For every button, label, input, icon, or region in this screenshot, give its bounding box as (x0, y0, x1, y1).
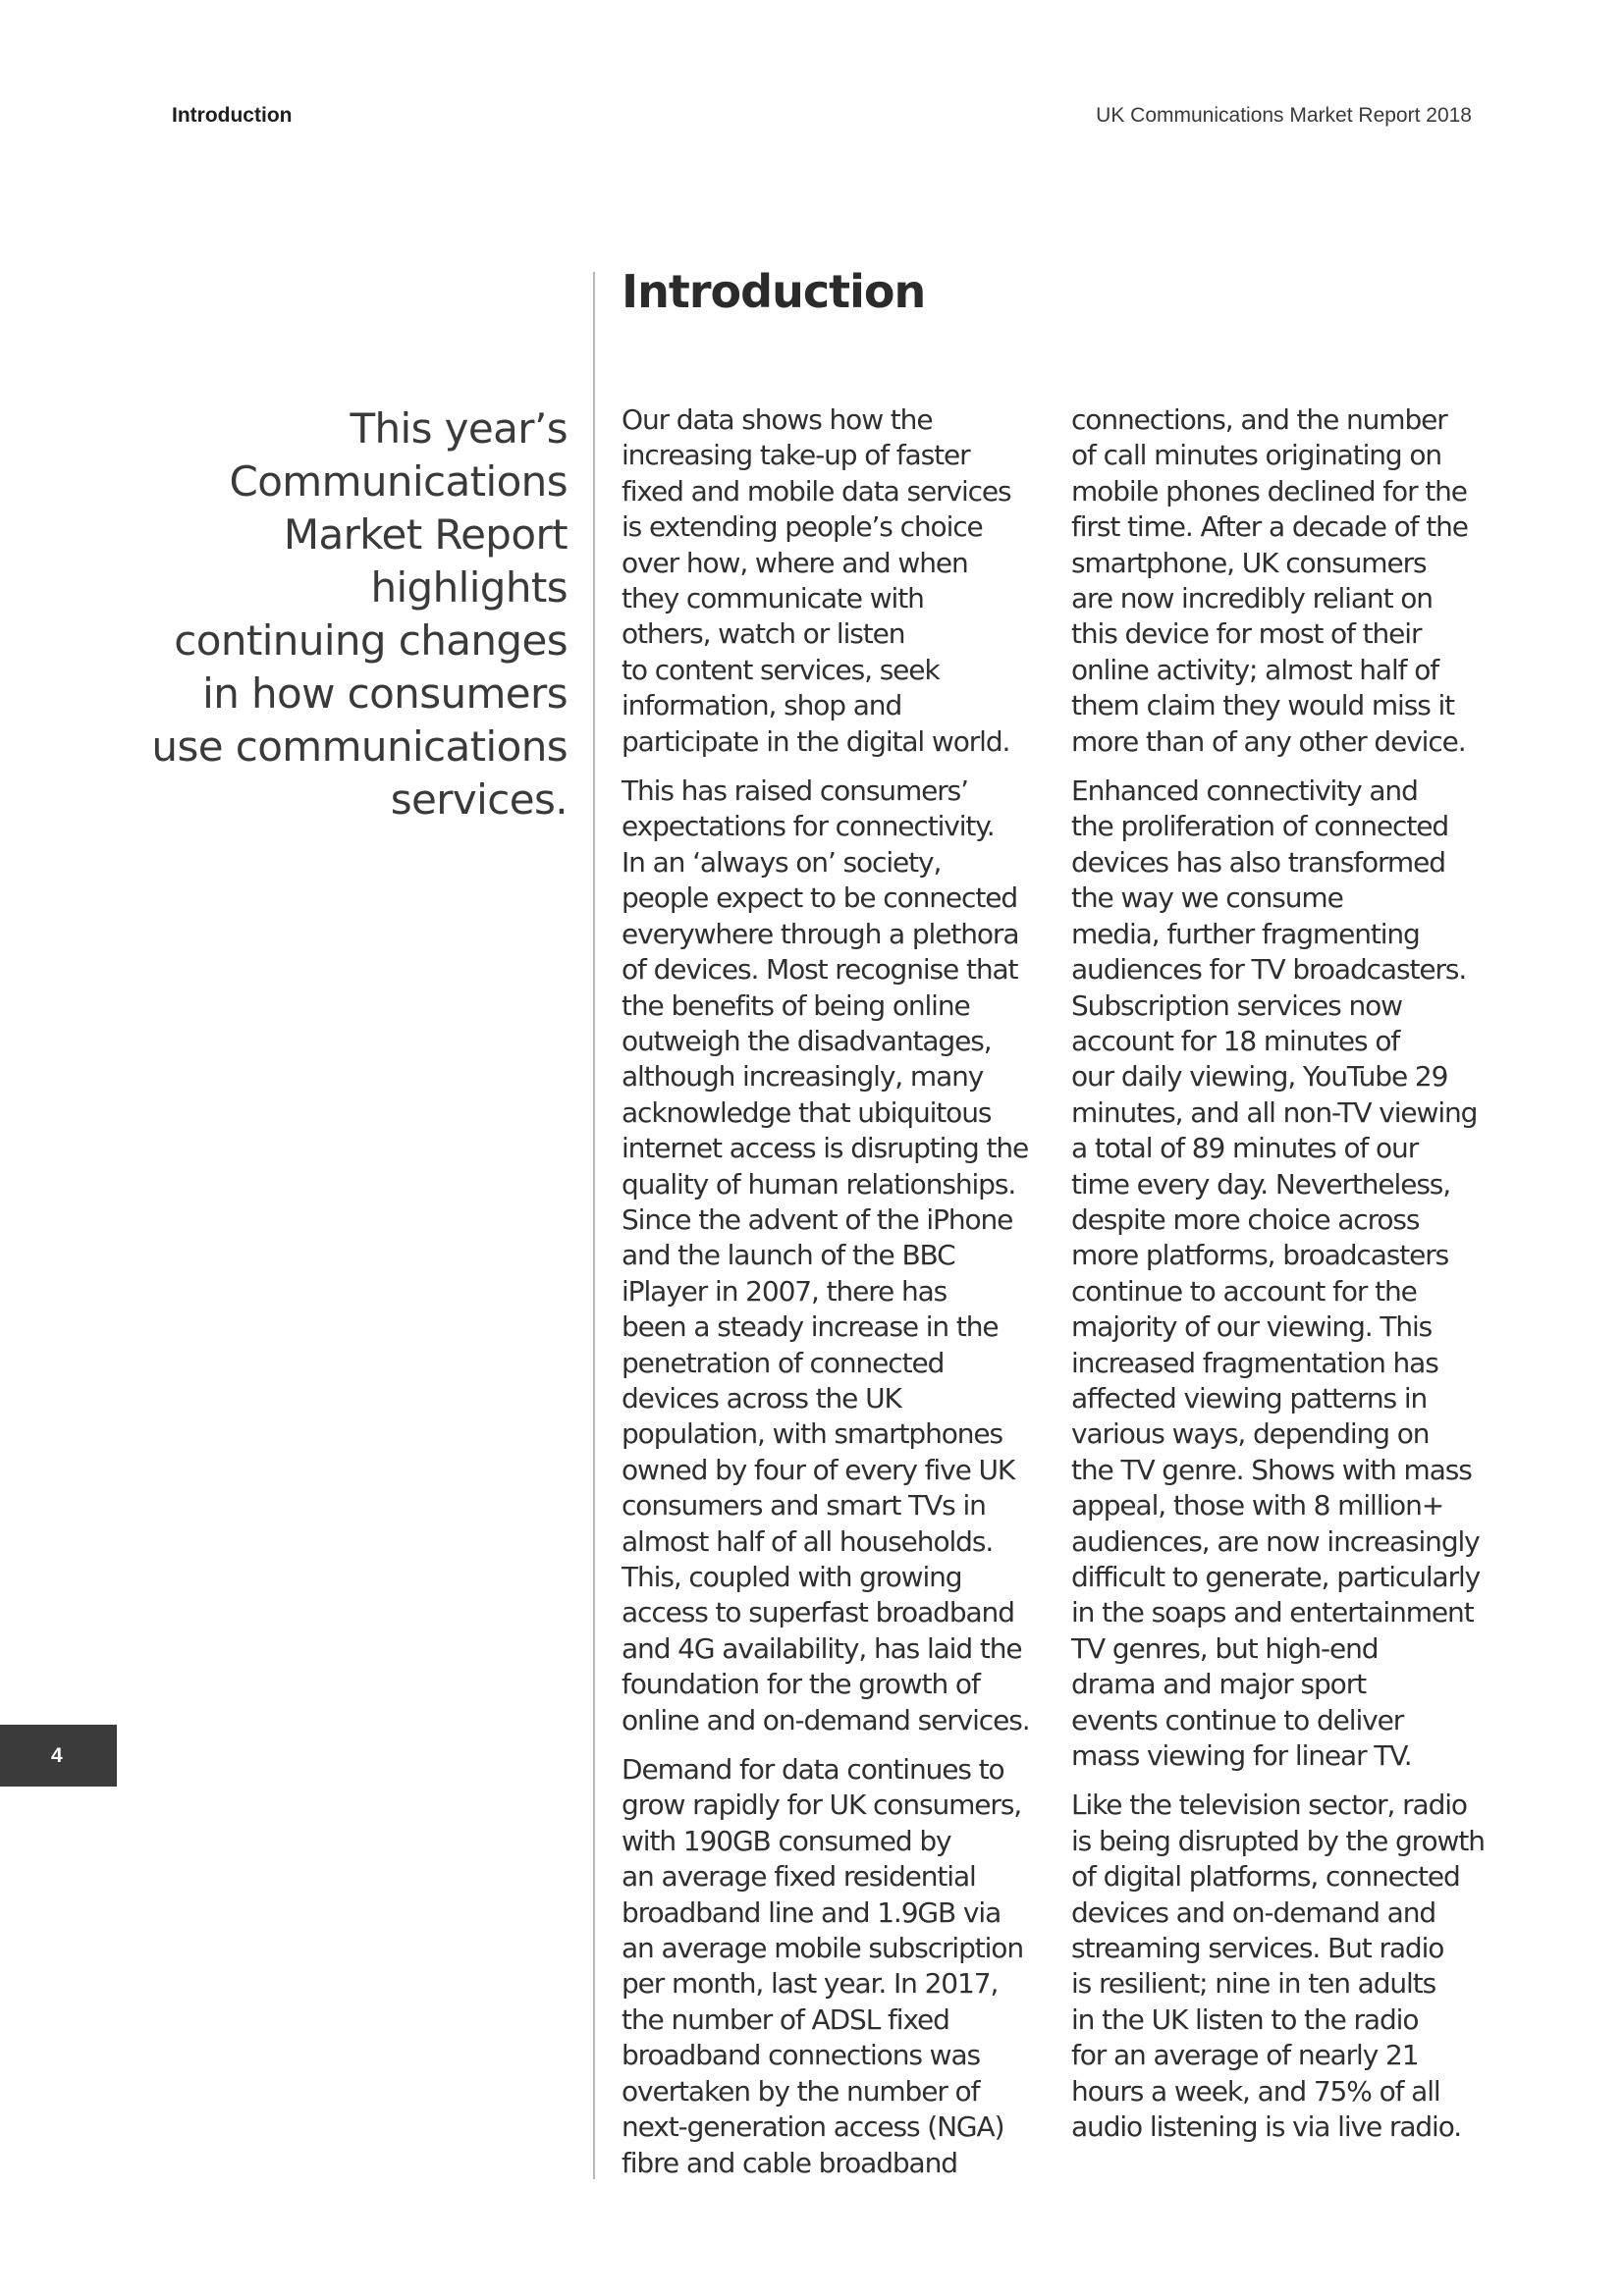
body-text-line: online activity; almost half of (1071, 653, 1438, 686)
body-text-line: increased fragmentation has (1071, 1346, 1438, 1379)
body-text-line: acknowledge that ubiquitous (622, 1095, 992, 1129)
body-text-line: are now incredibly reliant on (1071, 582, 1433, 615)
body-text-line: This, coupled with growing (622, 1561, 962, 1593)
body-text-line: iPlayer in 2007, there has (622, 1274, 947, 1308)
body-text-line: with 190GB consumed by (622, 1824, 951, 1857)
body-column-right (1071, 402, 1503, 2160)
body-text-line: consumers and smart TVs in (622, 1489, 986, 1522)
body-text-line: others, watch or listen (622, 617, 905, 651)
body-paragraph (1071, 774, 1503, 1774)
column-divider (593, 272, 595, 2179)
pull-quote-line: Communications (229, 457, 568, 506)
body-text-line: devices and on-demand and (1071, 1896, 1436, 1929)
body-paragraph (1071, 402, 1503, 760)
body-text-line: events continue to deliver (1071, 1703, 1404, 1736)
body-text-line: access to superfast broadband (622, 1596, 1014, 1629)
pull-quote-line: continuing changes (174, 616, 568, 665)
body-text-line: affected viewing patterns in (1071, 1381, 1428, 1415)
body-text-line: owned by four of every five UK (622, 1453, 1015, 1486)
body-text-line: increasing take-up of faster (622, 439, 970, 472)
body-text-line: smartphone, UK consumers (1071, 546, 1427, 579)
body-text-line: despite more choice across (1071, 1202, 1420, 1236)
body-text-line: audio listening is via live radio. (1071, 2110, 1462, 2144)
body-text-line: minutes, and all non-TV viewing (1071, 1095, 1478, 1129)
body-text-line: Enhanced connectivity and (1071, 774, 1418, 808)
page-number-tab (0, 1725, 117, 1787)
pull-quote (147, 402, 568, 827)
body-text-line: Since the advent of the iPhone (622, 1202, 1013, 1236)
body-text-line: in the soaps and entertainment (1071, 1596, 1474, 1629)
body-text-line: more than of any other device. (1071, 724, 1466, 758)
body-text-line: although increasingly, many (622, 1060, 984, 1094)
body-text-line: almost half of all households. (622, 1524, 994, 1558)
body-text-line: the number of ADSL fixed (622, 2002, 949, 2036)
body-text-line: outweigh the disadvantages, (622, 1024, 992, 1057)
body-text-line: participate in the digital world. (622, 724, 1010, 758)
body-text-line: difficult to generate, particularly (1071, 1561, 1481, 1593)
body-text-line: of call minutes originating on (1071, 439, 1442, 472)
body-text-line: In an ‘always on’ society, (622, 845, 942, 879)
body-text-line: fixed and mobile data services (622, 474, 1011, 507)
body-text-line: of devices. Most recognise that (622, 953, 1018, 987)
body-text-line: them claim they would miss it (1071, 689, 1455, 722)
body-text-line: penetration of connected (622, 1346, 945, 1379)
body-text-line: quality of human relationships. (622, 1167, 1016, 1201)
body-text-line: per month, last year. In 2017, (622, 1967, 999, 2001)
body-text-line: internet access is disrupting the (622, 1132, 1029, 1165)
body-text-line: over how, where and when (622, 546, 968, 579)
body-text-line: and the launch of the BBC (622, 1239, 955, 1272)
body-text-line: the proliferation of connected (1071, 810, 1449, 843)
body-paragraph (1071, 1788, 1503, 2145)
body-text-line: this device for most of their (1071, 617, 1422, 651)
body-text-line: broadband connections was (622, 2039, 980, 2072)
body-text-line: for an average of nearly 21 (1071, 2039, 1419, 2072)
body-text-line: in the UK listen to the radio (1071, 2002, 1419, 2036)
running-header-section: Introduction (172, 104, 293, 127)
body-text-line: connections, and the number (1071, 403, 1447, 436)
body-text-line: first time. After a decade of the (1071, 510, 1468, 544)
body-text-line: hours a week, and 75% of all (1071, 2074, 1440, 2108)
body-text-line: the TV genre. Shows with mass (1071, 1453, 1472, 1486)
body-text-line: population, with smartphones (622, 1417, 1003, 1451)
body-text-line: continue to account for the (1071, 1274, 1417, 1308)
body-text-line: is resilient; nine in ten adults (1071, 1967, 1436, 2001)
body-text-line: This has raised consumers’ (622, 774, 968, 808)
body-text-line: Subscription services now (1071, 988, 1402, 1022)
body-text-line: the way we consume (1071, 881, 1343, 915)
body-text-line: next-generation access (NGA) (622, 2110, 1004, 2144)
pull-quote-line: use communications (151, 722, 568, 771)
body-paragraph (622, 1752, 1054, 2181)
page-title: Introduction (622, 265, 926, 318)
pull-quote-line: in how consumers (202, 669, 568, 718)
pull-quote-line: highlights (370, 563, 568, 612)
pull-quote-line: This year’s (350, 404, 568, 453)
body-text-line: been a steady increase in the (622, 1310, 999, 1344)
body-text-line: media, further fragmenting (1071, 917, 1420, 950)
body-text-line: Our data shows how the (622, 403, 933, 436)
body-text-line: majority of our viewing. This (1071, 1310, 1433, 1344)
body-text-line: account for 18 minutes of (1071, 1024, 1400, 1057)
body-text-line: an average fixed residential (622, 1860, 976, 1894)
pull-quote-line: services. (390, 775, 568, 824)
body-text-line: a total of 89 minutes of our (1071, 1132, 1419, 1165)
body-text-line: the benefits of being online (622, 988, 970, 1022)
body-text-line: broadband line and 1.9GB via (622, 1896, 1001, 1929)
body-text-line: is extending people’s choice (622, 510, 983, 544)
body-text-line: they communicate with (622, 582, 924, 615)
body-text-line: expectations for connectivity. (622, 810, 995, 843)
body-text-line: appeal, those with 8 million+ (1071, 1489, 1444, 1522)
running-header-report-title: UK Communications Market Report 2018 (1096, 104, 1472, 127)
body-text-line: overtaken by the number of (622, 2074, 980, 2108)
body-text-line: everywhere through a plethora (622, 917, 1019, 950)
body-text-line: audiences, are now increasingly (1071, 1524, 1480, 1558)
body-text-line: grow rapidly for UK consumers, (622, 1789, 1022, 1822)
body-text-line: information, shop and (622, 689, 902, 722)
body-text-line: our daily viewing, YouTube 29 (1071, 1060, 1448, 1094)
body-text-line: TV genres, but high-end (1071, 1631, 1379, 1665)
body-text-line: an average mobile subscription (622, 1932, 1023, 1965)
body-text-line: people expect to be connected (622, 881, 1018, 915)
body-text-line: audiences for TV broadcasters. (1071, 953, 1467, 987)
body-text-line: mass viewing for linear TV. (1071, 1739, 1412, 1773)
body-text-line: time every day. Nevertheless, (1071, 1167, 1451, 1201)
body-text-line: devices across the UK (622, 1381, 901, 1415)
body-text-line: more platforms, broadcasters (1071, 1239, 1449, 1272)
body-text-line: mobile phones declined for the (1071, 474, 1467, 507)
body-text-line: to content services, seek (622, 653, 940, 686)
body-text-line: devices has also transformed (1071, 845, 1445, 879)
body-text-line: online and on-demand services. (622, 1703, 1030, 1736)
pull-quote-line: Market Report (283, 510, 568, 559)
body-text-line: Like the television sector, radio (1071, 1789, 1467, 1822)
body-column-left (622, 402, 1054, 2195)
page-number: 4 (51, 1744, 63, 1767)
body-text-line: Demand for data continues to (622, 1753, 1004, 1787)
body-text-line: fibre and cable broadband (622, 2146, 957, 2179)
body-paragraph (622, 774, 1054, 1738)
body-text-line: various ways, depending on (1071, 1417, 1430, 1451)
body-text-line: and 4G availability, has laid the (622, 1631, 1022, 1665)
body-paragraph (622, 402, 1054, 760)
body-text-line: foundation for the growth of (622, 1668, 980, 1701)
body-text-line: drama and major sport (1071, 1668, 1366, 1701)
body-text-line: of digital platforms, connected (1071, 1860, 1460, 1894)
body-text-line: is being disrupted by the growth (1071, 1824, 1485, 1857)
body-text-line: streaming services. But radio (1071, 1932, 1444, 1965)
